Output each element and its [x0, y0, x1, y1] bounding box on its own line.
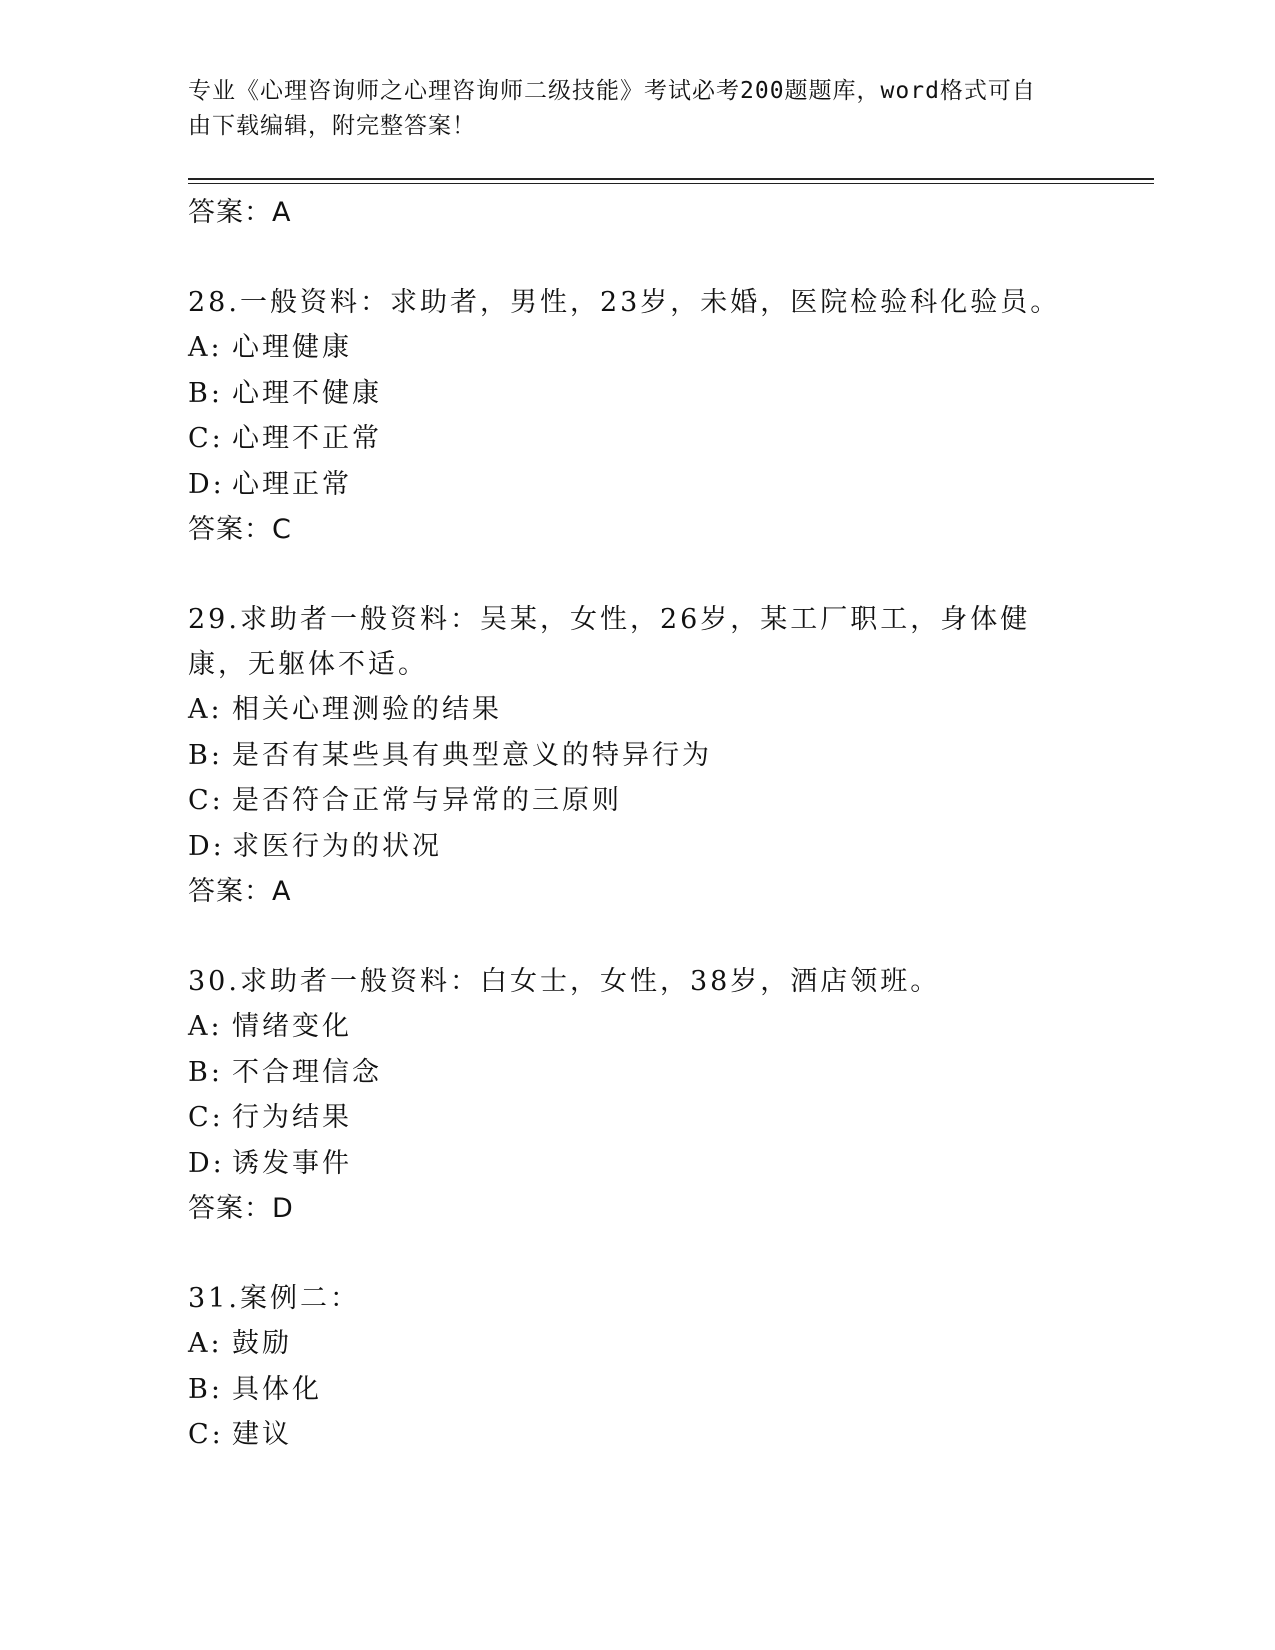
option-c: [188, 778, 1088, 824]
option-key: B:: [188, 1373, 223, 1405]
question-stem: 30.求助者一般资料：白女士，女性，38岁，酒店领班。: [188, 966, 941, 997]
option-text: 是否符合正常与异常的三原则: [232, 785, 622, 816]
header-divider-thick: [188, 178, 1154, 180]
option-key: B:: [188, 1056, 223, 1088]
option-key: B:: [188, 377, 223, 409]
option-d: [188, 824, 1088, 870]
option-c: [188, 416, 1088, 462]
question-29: [188, 597, 1088, 915]
option-text: 心理健康: [232, 332, 352, 363]
option-text: 心理不正常: [232, 423, 382, 454]
answer-line: 答案：C: [188, 514, 292, 545]
option-key: C:: [188, 1419, 224, 1450]
option-key: D:: [188, 1147, 225, 1179]
option-a: [188, 325, 1088, 371]
option-key: A:: [188, 1011, 223, 1042]
option-text: 是否有某些具有典型意义的特异行为: [232, 739, 712, 771]
header-divider-thin: [188, 183, 1154, 184]
option-a: [188, 687, 1088, 733]
answer-line: 答案：D: [188, 1193, 294, 1224]
option-b: [188, 733, 1088, 779]
question-stem: 28.一般资料：求助者，男性，23岁，未婚，医院检验科化验员。: [188, 287, 1061, 318]
question-list: [188, 190, 1088, 1458]
option-c: [188, 1095, 1088, 1141]
question-stem: 29.求助者一般资料：吴某，女性，26岁，某工厂职工，身体健康，无躯体不适。: [188, 604, 1031, 680]
option-text: 心理不健康: [232, 377, 382, 409]
option-key: C:: [188, 423, 224, 454]
option-key: D:: [188, 830, 225, 862]
option-d: [188, 1141, 1088, 1187]
option-text: 情绪变化: [232, 1011, 352, 1042]
option-key: D:: [188, 468, 225, 500]
option-text: 具体化: [232, 1373, 322, 1405]
option-key: A:: [188, 1328, 223, 1359]
option-text: 建议: [232, 1419, 292, 1450]
option-text: 不合理信念: [232, 1056, 382, 1088]
previous-answer: 答案：A: [188, 197, 292, 228]
question-stem: 31.案例二：: [188, 1283, 360, 1314]
question-30: [188, 959, 1088, 1232]
option-d: [188, 462, 1088, 508]
question-31: [188, 1276, 1088, 1458]
header-title-line-1: 专业《心理咨询师之心理咨询师二级技能》考试必考200题题库，word格式可自: [188, 78, 1036, 104]
option-b: [188, 371, 1088, 417]
option-text: 求医行为的状况: [232, 830, 442, 862]
option-c: [188, 1412, 1088, 1458]
option-b: [188, 1050, 1088, 1096]
option-key: C:: [188, 785, 224, 816]
answer-line: 答案：A: [188, 876, 292, 907]
option-key: A:: [188, 332, 223, 363]
question-28: [188, 280, 1088, 553]
option-text: 鼓励: [232, 1328, 292, 1359]
document-header: [188, 74, 1088, 144]
option-text: 心理正常: [232, 468, 352, 500]
option-text: 诱发事件: [232, 1147, 352, 1179]
option-text: 行为结果: [232, 1102, 352, 1133]
option-key: B:: [188, 739, 223, 771]
option-key: C:: [188, 1102, 224, 1133]
option-key: A:: [188, 694, 223, 725]
option-text: 相关心理测验的结果: [232, 694, 502, 725]
header-title-line-2: 由下载编辑，附完整答案！: [188, 113, 476, 139]
option-a: [188, 1321, 1088, 1367]
option-a: [188, 1004, 1088, 1050]
option-b: [188, 1367, 1088, 1413]
